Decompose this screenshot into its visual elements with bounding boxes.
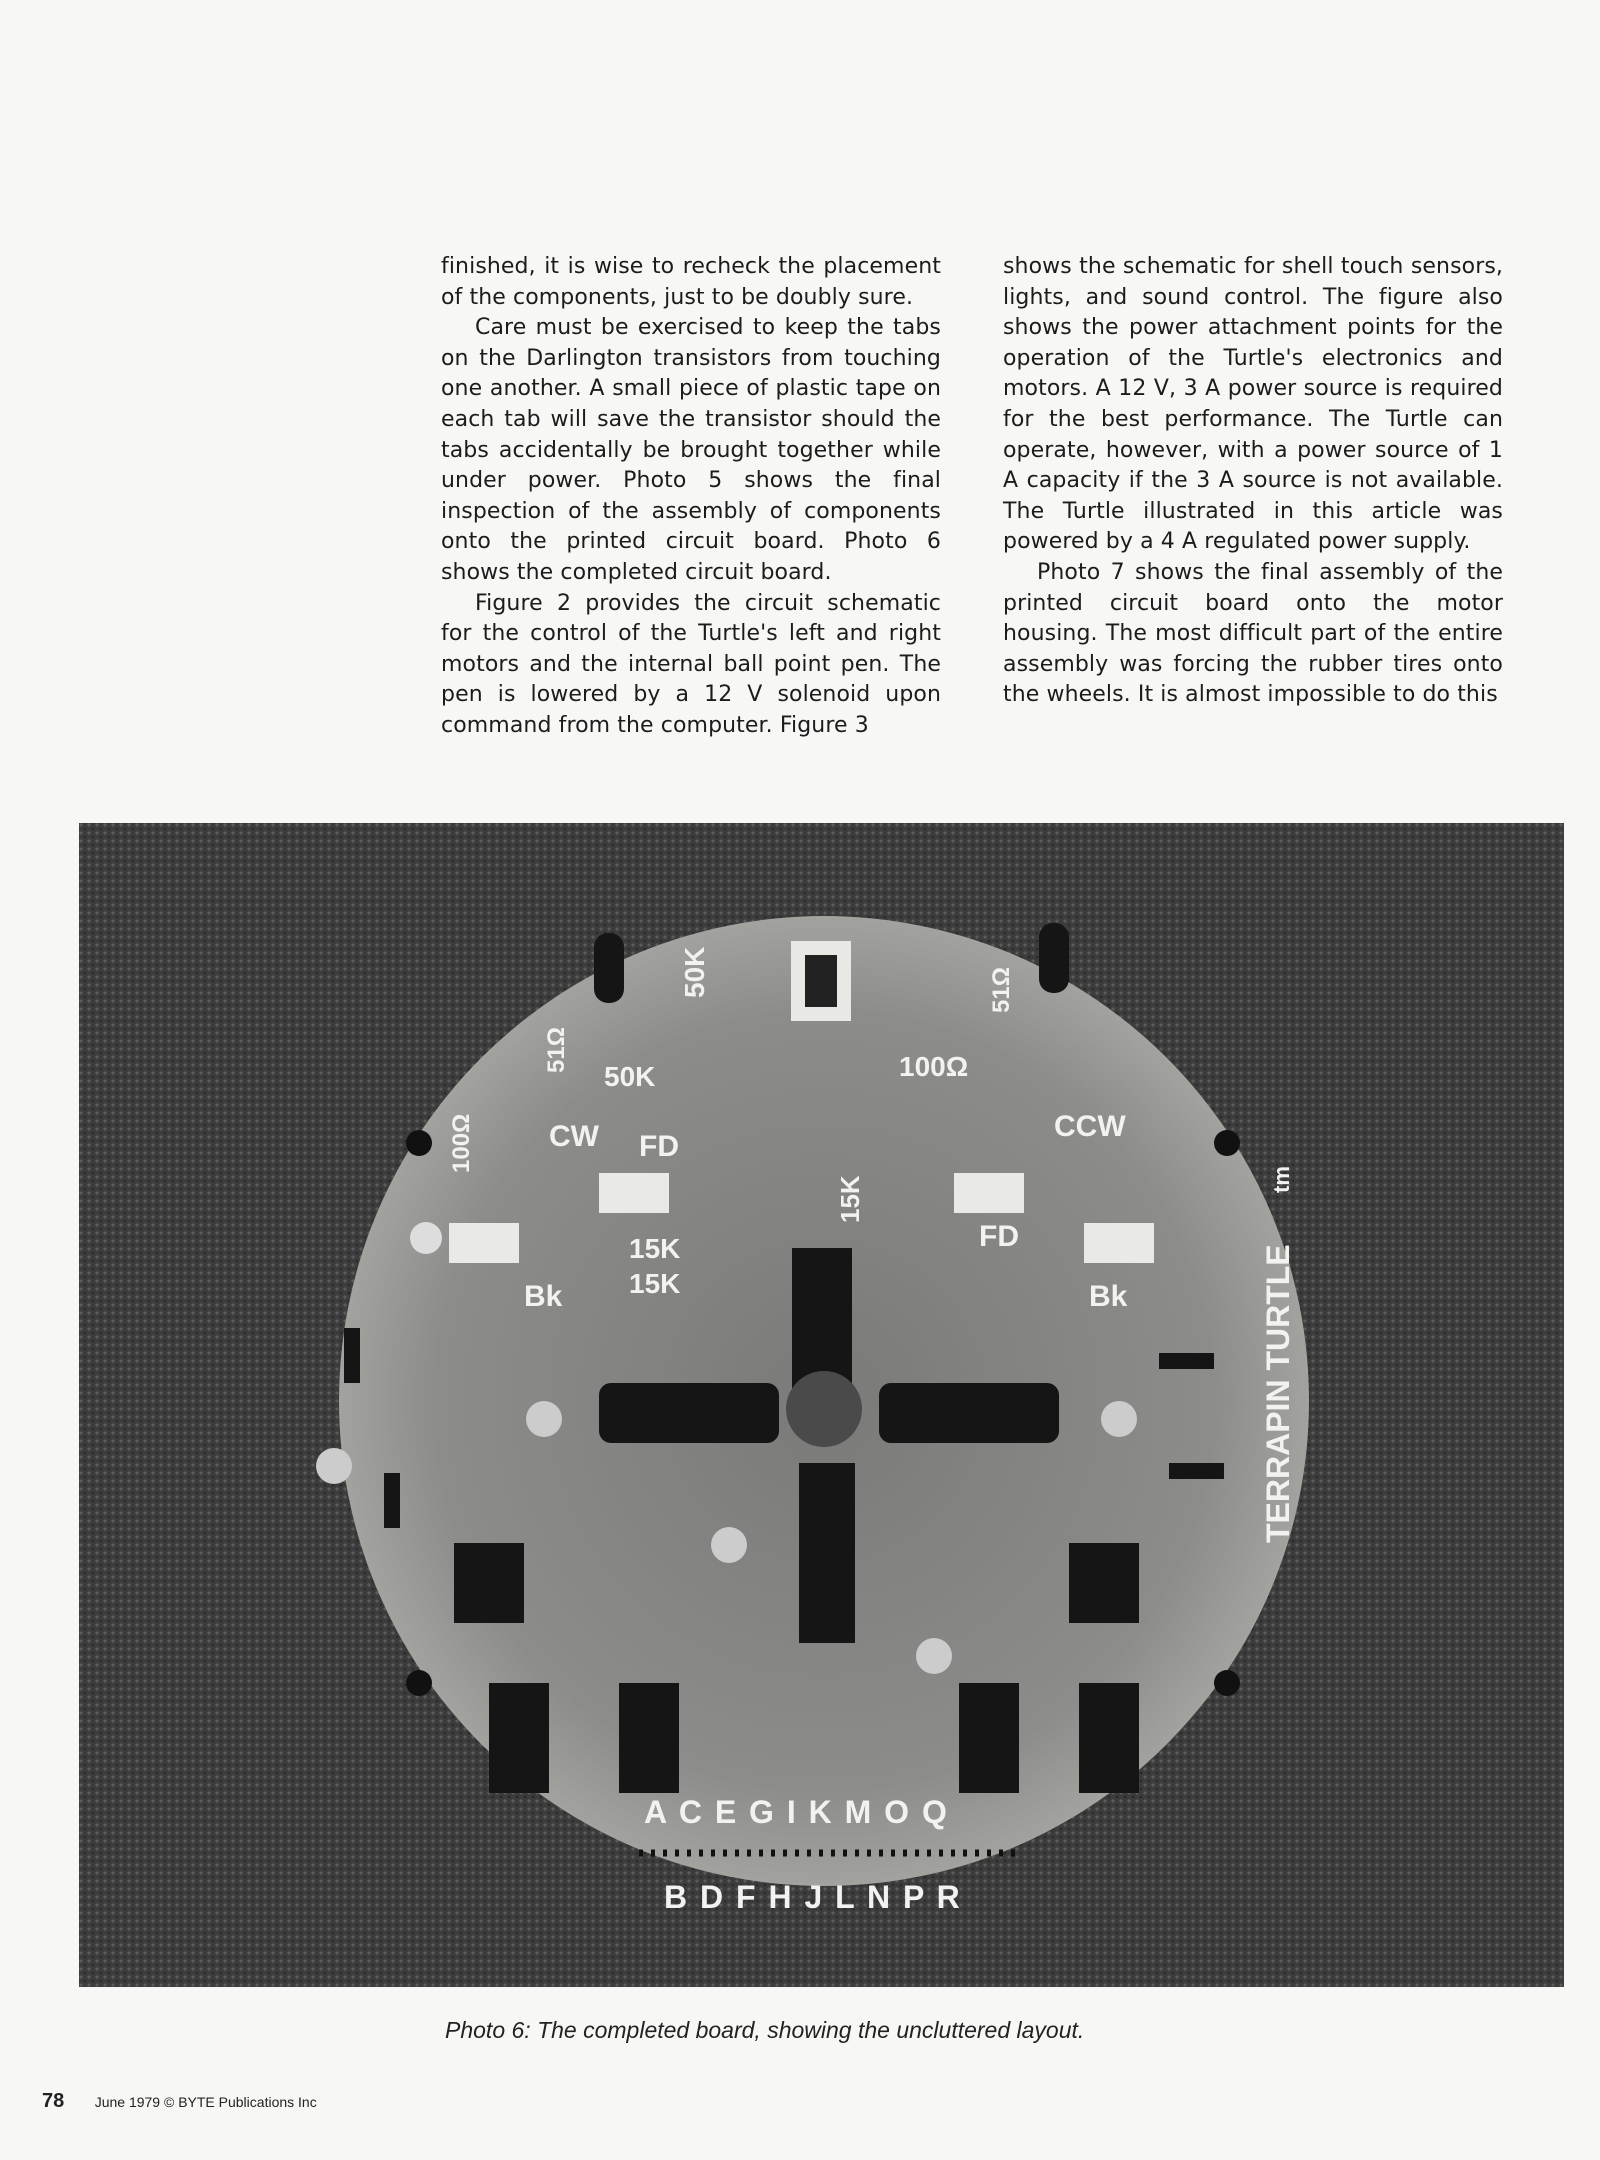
footer-publication: June 1979 © BYTE Publications Inc [94,2094,317,2110]
label-15k: 15K [835,1175,865,1223]
label-bk-right: Bk [1089,1280,1128,1313]
label-15k: 15K [629,1233,681,1264]
trademark-label: tm [1269,1166,1294,1193]
label-50k: 50K [679,946,710,998]
circuit-board-photo [79,823,1564,1987]
label-100-ohm: 100Ω [448,1113,475,1173]
label-51-ohm: 51Ω [988,967,1015,1013]
paragraph: finished, it is wise to recheck the placement of the components, just to be doubly sure. [441,254,941,310]
photo-caption: Photo 6: The completed board, showing the uncluttered layout. [445,2017,1085,2043]
brand-label: TERRAPIN TURTLE [1260,1244,1296,1543]
circuit-board-image [79,823,1564,1987]
paragraph: Care must be exercised to keep the tabs on the Darlington transistors from touching one another. A small piece of plastic tape on each tab will save the transistor should the tabs accidentally be brought together while under power. Photo 5 shows the final inspection of the assembly of components onto the printed circuit board. Photo 6 shows the completed circuit board. [441,315,941,585]
connector-bottom-labels: B D F H J L N P R [664,1879,962,1915]
page-footer [42,2090,317,2113]
article-left-column [441,252,941,742]
label-50k: 50K [604,1061,656,1092]
article-right-column [1003,252,1503,711]
page-number: 78 [42,2090,65,2112]
label-100-ohm: 100Ω [899,1051,969,1082]
label-ccw: CCW [1054,1110,1126,1143]
label-15k: 15K [629,1268,681,1299]
paragraph: shows the schematic for shell touch sensors, lights, and sound control. The figure also shows the power attachment points for the operation of the Turtle's electronics and motors. A 12 V, 3 A power source is required for the best performance. The Turtle can operate, however, with a power source of 1 A capacity if the 3 A source is not available. The Turtle illustrated in this article was powered by a 4 A regulated power supply. [1003,254,1503,555]
label-51-ohm: 51Ω [543,1027,570,1073]
connector-top-labels: A C E G I K M O Q [644,1794,949,1830]
label-fd-left: FD [639,1130,679,1163]
paragraph: Photo 7 shows the final assembly of the printed circuit board onto the motor housing. The most difficult part of the entire assembly was forcing the rubber tires onto the wheels. It is almost impossible to do this [1003,559,1503,708]
label-bk-left: Bk [524,1280,563,1313]
label-fd-right: FD [979,1220,1019,1253]
paragraph: Figure 2 provides the circuit schematic for the control of the Turtle's left and right motors and the internal ball point pen. The pen is lowered by a 12 V solenoid upon command from the computer. Figure 3 [441,590,941,738]
label-cw: CW [549,1120,599,1153]
